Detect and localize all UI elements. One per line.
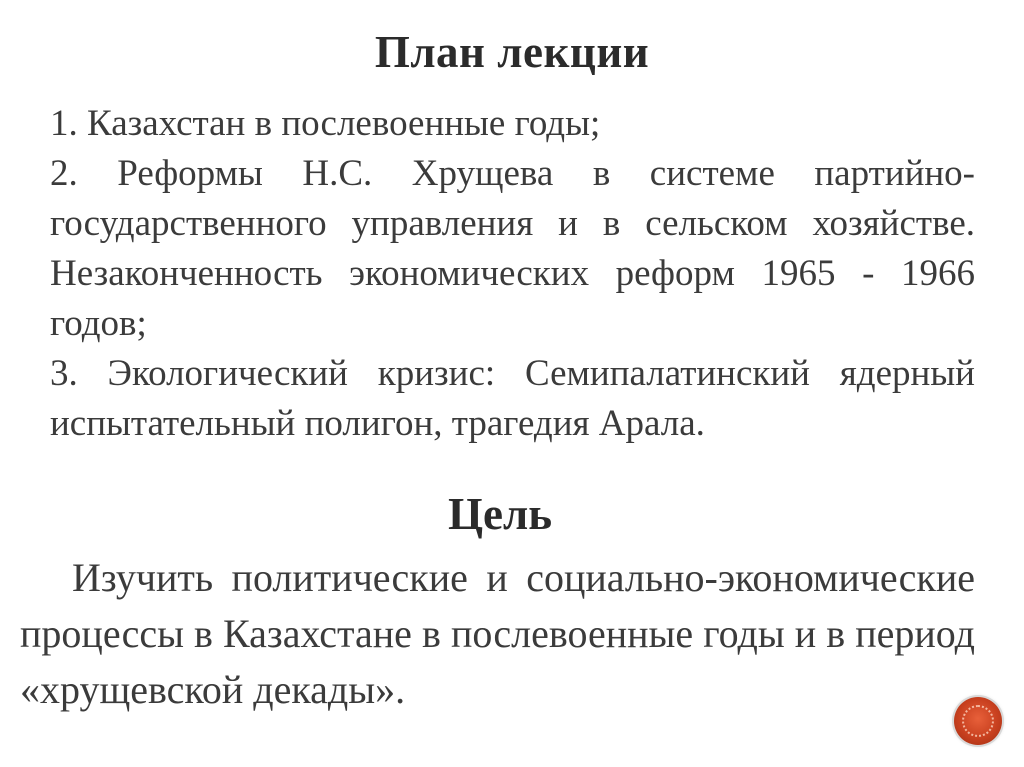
plan-item-2: 2. Реформы Н.С. Хрущева в системе партийно-государственного управления и в сельском хозяйстве. Незаконченность экономических реформ 1965 - 1966 годов; <box>50 153 975 344</box>
decorative-badge-icon <box>954 697 1002 745</box>
goal-heading: Цель <box>447 489 553 539</box>
plan-item-3: 3. Экологический кризис: Семипалатинский ядерный испытательный полигон, трагедия Арала. <box>50 353 975 444</box>
goal-text: Изучить политические и социально-экономические процессы в Казахстане в послевоенные годы и в период «хрущевской декады». <box>20 555 975 712</box>
plan-item-1: 1. Казахстан в послевоенные годы; <box>50 103 601 144</box>
lecture-plan-list <box>50 99 975 449</box>
slide-title: План лекции <box>374 27 650 77</box>
